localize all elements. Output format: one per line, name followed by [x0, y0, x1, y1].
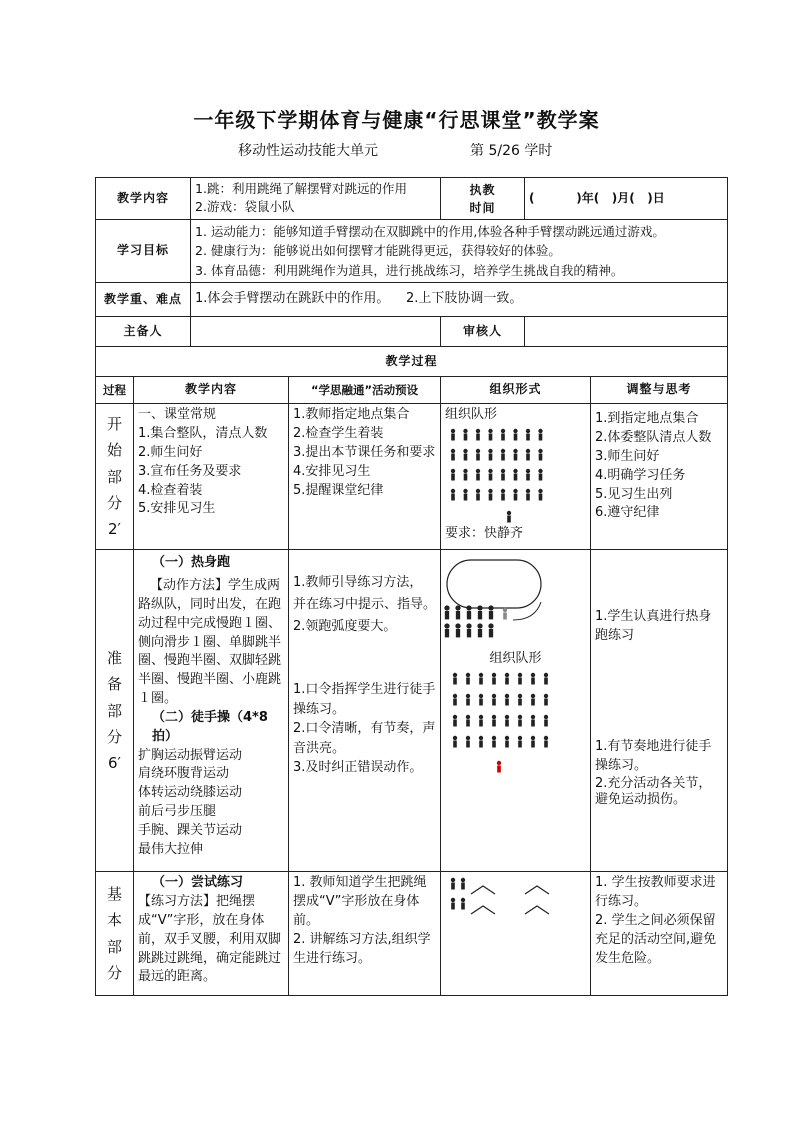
spacer: [595, 646, 723, 738]
content-label: 教学内容: [96, 178, 191, 220]
row-phase-prep: [96, 550, 728, 872]
exercise-item: 前后弓步压腿: [138, 804, 217, 820]
student-icon: [461, 898, 465, 910]
calisthenics-formation-diagram: [443, 669, 585, 779]
student-icon: [488, 623, 493, 637]
student-icon: [505, 673, 509, 685]
start-content-line: 3.宣布任务及要求: [138, 463, 242, 479]
student-icon: [544, 694, 548, 706]
student-icon: [531, 694, 535, 706]
basic-content: [134, 872, 289, 996]
student-icon: [479, 694, 483, 706]
student-icon: [518, 694, 522, 706]
student-icon: [513, 469, 517, 481]
student-icon: [488, 469, 492, 481]
lesson-number: 第 5/26 学时: [470, 143, 553, 159]
process-label: 教学过程: [96, 347, 728, 377]
start-activity-line: 2.检查学生着装: [293, 425, 384, 441]
student-icon: [492, 736, 496, 748]
content-line: 2.游戏：袋鼠小队: [195, 199, 295, 215]
unit-name: 移动性运动技能大单元: [238, 143, 378, 159]
prep-organization: [441, 550, 591, 872]
exercise-item: 肩绕环腹背运动: [138, 766, 230, 782]
basic-paragraph-1: 【练习方法】把绳摆成“V”字形，放在身体前，双手叉腰，利用双脚跳跳过跳绳，确定能跳过最远的距离。: [138, 893, 282, 985]
v-rope: [471, 906, 495, 914]
student-icon: [501, 429, 505, 441]
student-icon: [503, 608, 507, 620]
phase-name: 准 备 部 分 6′: [96, 550, 134, 872]
student-icon: [531, 736, 535, 748]
basic-reflect: [591, 872, 728, 996]
student-icon: [451, 429, 455, 441]
student-icon: [531, 673, 535, 685]
prep-content: [134, 550, 289, 872]
start-organization: [441, 404, 591, 550]
date-value: ( )年( )月( )日: [525, 178, 728, 220]
start-reflect-line: 5.见习生出列: [595, 486, 673, 502]
start-content-line: 4.检查着装: [138, 482, 203, 498]
student-icon: [479, 715, 483, 727]
student-icon: [544, 736, 548, 748]
row-process: [96, 347, 728, 377]
row-key-points: [96, 283, 728, 317]
v-rope: [525, 886, 549, 894]
student-icon: [518, 736, 522, 748]
date-label-1: 执教: [469, 182, 496, 197]
prep-heading-2: （二）徒手操（4*8拍）: [152, 709, 268, 744]
exercise-item: 手腕、踝关节运动: [138, 822, 243, 838]
student-icon: [501, 469, 505, 481]
row-content: [96, 178, 728, 220]
prep-activity-line: 2.领跑弧度要大。: [293, 619, 397, 635]
student-icon: [507, 511, 511, 523]
student-icon: [488, 449, 492, 461]
student-icon: [455, 623, 460, 637]
exercise-item: 体转运动绕膝运动: [138, 785, 243, 801]
student-icon: [538, 449, 542, 461]
student-icon: [526, 469, 530, 481]
prep-reflect: [591, 550, 728, 872]
student-icon: [479, 736, 483, 748]
prep-reflect-line: 1.学生认真进行热身跑练习: [595, 609, 712, 643]
reviewer-value: [525, 317, 728, 347]
page-title: 一年级下学期体育与健康“行思课堂”教学案: [193, 108, 600, 132]
student-icon: [451, 489, 455, 501]
exercise-item: 最伟大拉伸: [138, 841, 204, 857]
goals-label: 学习目标: [96, 220, 191, 283]
warmup-track-diagram: [443, 554, 585, 648]
basic-reflect-line: 2. 学生之间必须保留充足的活动空间,避免发生危险。: [595, 912, 717, 966]
basic-heading-1: （一）尝试练习: [152, 875, 244, 891]
col-header: 调整与思考: [591, 377, 728, 404]
goals-cell: [191, 220, 728, 283]
goal-item: 2. 健康行为：能够说出如何摆臂才能跳得更远，获得较好的体验。: [195, 243, 561, 259]
student-icon: [466, 623, 471, 637]
student-icon: [492, 715, 496, 727]
org-title: 组织队形: [445, 407, 498, 423]
student-icon: [453, 715, 457, 727]
spacer: [293, 638, 436, 680]
content-cell: [191, 178, 441, 220]
student-icon: [488, 489, 492, 501]
student-icon: [479, 673, 483, 685]
start-reflect-line: 3.师生问好: [595, 448, 660, 464]
date-label: [441, 178, 525, 220]
prep-paragraph-1: 【动作方法】学生成两路纵队，同时出发，在跑动过程中完成慢跑１圈、侧向滑步１圈、单脚跳半圈、慢跑半圈、双脚轻跳半圈、慢跑半圈、小鹿跳１圈。: [138, 577, 282, 707]
v-rope: [471, 886, 495, 894]
basic-activity: [289, 872, 441, 996]
start-formation-diagram: [445, 425, 585, 525]
student-icon: [531, 715, 535, 727]
col-header: “学思融通”活动预设: [289, 377, 441, 404]
student-icon: [501, 449, 505, 461]
start-reflect-line: 6.遵守纪律: [595, 505, 660, 521]
student-icon: [463, 489, 467, 501]
student-icon: [466, 673, 470, 685]
prep-reflect-line: 2.充分活动各关节，避免运动损伤。: [595, 775, 712, 808]
start-content-line: 5.安排见习生: [138, 501, 216, 517]
start-activity-line: 5.提醒课堂纪律: [293, 482, 384, 498]
phase-name: 开 始 部 分 2′: [96, 404, 134, 550]
student-icon: [497, 761, 501, 773]
student-icon: [451, 449, 455, 461]
student-icon: [488, 605, 493, 619]
row-column-headers: [96, 377, 728, 404]
start-content: [134, 404, 289, 550]
start-reflect-line: 4.明确学习任务: [595, 467, 686, 483]
student-icon: [505, 694, 509, 706]
student-icon: [505, 736, 509, 748]
content-line: 1.跳：利用跳绳了解摆臂对跳远的作用: [195, 181, 407, 196]
student-icon: [451, 898, 455, 910]
run-direction-arrow: [513, 602, 541, 620]
student-icon: [492, 694, 496, 706]
key-text: 1.体会手臂摆动在跳跃中的作用。 2.上下肢协调一致。: [191, 283, 728, 317]
prep-activity-line: 2.口令清晰，有节奏，声音洪亮。: [293, 721, 436, 756]
student-icon: [476, 469, 480, 481]
student-icon: [463, 449, 467, 461]
student-icon: [463, 469, 467, 481]
phase-name: 基 本 部 分: [96, 872, 134, 996]
student-icon: [518, 715, 522, 727]
prep-activity-line: 并在练习中提示、指导。: [293, 597, 437, 613]
student-icon: [544, 673, 548, 685]
row-phase-start: [96, 404, 728, 550]
basic-organization: [441, 872, 591, 996]
student-icon: [488, 429, 492, 441]
exercise-item: 扩胸运动振臂运动: [138, 747, 243, 763]
student-icon: [455, 605, 460, 619]
row-goals: [96, 220, 728, 283]
start-activity-line: 4.安排见习生: [293, 463, 371, 479]
student-icon: [461, 878, 465, 890]
student-icon: [538, 489, 542, 501]
basic-reflect-line: 1. 学生按教师要求进行练习。: [595, 875, 716, 909]
start-content-line: 2.师生问好: [138, 444, 203, 460]
student-icon: [444, 605, 449, 619]
lesson-plan-table: [95, 177, 728, 996]
date-label-2: 时间: [469, 200, 496, 215]
student-icon: [466, 694, 470, 706]
preparer-label: 主备人: [96, 317, 191, 347]
student-icon: [477, 623, 482, 637]
student-icon: [513, 489, 517, 501]
student-icon: [544, 715, 548, 727]
goal-item: 3. 体育品德：利用跳绳作为道具，进行挑战练习，培养学生挑战自我的精神。: [195, 262, 624, 278]
student-icon: [505, 715, 509, 727]
student-icon: [453, 736, 457, 748]
student-icon: [492, 673, 496, 685]
org-note: 要求：快静齐: [445, 525, 524, 541]
student-icon: [463, 429, 467, 441]
goal-item: 1. 运动能力：能够知道手臂摆动在双脚跳中的作用,体验各种手臂摆动跳远通过游戏。: [195, 224, 665, 239]
start-activity-line: 1.教师指定地点集合: [293, 407, 410, 423]
student-icon: [526, 489, 530, 501]
prep-activity-line: 3.及时纠正错误动作。: [293, 760, 423, 776]
track-oval: [447, 560, 541, 608]
start-reflect: [591, 404, 728, 550]
student-icon: [451, 469, 455, 481]
student-icon: [476, 489, 480, 501]
student-icon: [513, 429, 517, 441]
student-icon: [476, 449, 480, 461]
start-reflect-line: 2.体委整队清点人数: [595, 429, 712, 445]
start-activity-line: 3.提出本节课任务和要求: [293, 444, 436, 460]
student-icon: [477, 605, 482, 619]
student-icon: [453, 673, 457, 685]
student-icon: [526, 449, 530, 461]
student-icon: [451, 878, 455, 890]
student-icon: [476, 429, 480, 441]
start-activity: [289, 404, 441, 550]
prep-heading-1: （一）热身跑: [152, 555, 231, 571]
basic-activity-line: 2. 讲解练习方法,组织学生进行练习。: [293, 931, 431, 966]
prep-reflect-line: 1.有节奏地进行徒手操练习。: [595, 738, 712, 773]
student-icon: [466, 736, 470, 748]
v-rope-diagram: [445, 874, 587, 924]
v-rope: [525, 906, 549, 914]
col-header: 组织形式: [441, 377, 591, 404]
student-icon: [538, 469, 542, 481]
student-icon: [501, 489, 505, 501]
reviewer-label: 审核人: [441, 317, 525, 347]
student-icon: [444, 623, 449, 637]
row-preparer: [96, 317, 728, 347]
key-label: 教学重、难点: [96, 283, 191, 317]
prep-activity-line: 1.口令指挥学生进行徒手操练习。: [293, 682, 436, 717]
start-content-line: 1.集合整队，清点人数: [138, 425, 268, 441]
prep-activity-line: 1.教师引导练习方法，: [293, 575, 423, 591]
basic-activity-line: 1. 教师知道学生把跳绳摆成“V”字形放在身体前。: [293, 875, 427, 928]
preparer-value: [191, 317, 441, 347]
start-reflect-line: 1.到指定地点集合: [595, 411, 699, 427]
student-icon: [513, 449, 517, 461]
student-icon: [526, 429, 530, 441]
student-icon: [538, 429, 542, 441]
student-icon: [453, 694, 457, 706]
start-content-line: 一、课堂常规: [138, 407, 217, 423]
prep-activity: [289, 550, 441, 872]
student-icon: [466, 605, 471, 619]
student-icon: [466, 715, 470, 727]
org-title: 组织队形: [489, 651, 542, 667]
row-phase-basic: [96, 872, 728, 996]
col-header: 教学内容: [134, 377, 289, 404]
student-icon: [518, 673, 522, 685]
col-header: 过程: [96, 377, 134, 404]
